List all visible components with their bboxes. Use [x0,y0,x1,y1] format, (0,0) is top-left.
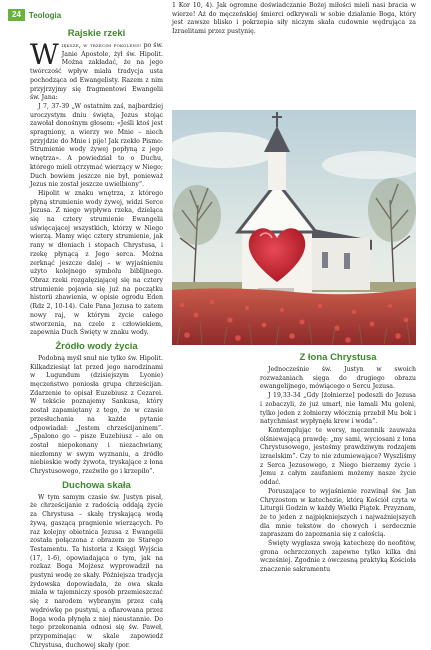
chapel-side-wall [308,238,370,290]
heading-duchowa-skala: Duchowa skała [62,479,131,491]
heading-zrodlo-wody-zycia: Źródło wody życia [55,340,138,352]
paragraph-hipolit: Hipolit w znaku wnętrza, z którego płyną strumienie wody żywej, widzi Serce Jezusa. Z niego wypływa rzeka, dzieląca się na cztery strumienie Ewangelii uświęcającej wszystkich, którzy w Niego wierzą. Mamy więc cztery strumienie, jak rany w dłoniach i stopach Chrystusa, i rzekę płynącą z Jego serca. Można zerknąć jeszcze dalej – w wyjaśnieniu użyto kolejnego symbolu biblijnego. Obraz rzeki rozgałęziającej się na cztery strumienie pojawia się już na początku historii zbawienia, w opisie ogrodu Eden (Rdz 2, 10-14). Całe Pana Jezusa to zatem nowy raj, w którym życie całego stworzenia, na czele z człowiekiem, zapewnia Duch Święty w znaku wody. [30,189,163,337]
cloud [172,132,277,168]
chapel-window [322,252,328,268]
paragraph-kontemplujac: Kontemplując te wersy, męczennik zauważa olśniewającą prawdę: „my sami, wyciosani z łona Chrystusowego, jesteśmy prawdziwym rodzajem izraelskim”. Czy to nie zdumiewające? Wyszliśmy z Serca Jezusowego, z Niego bierzemy życie i Jemu z całym zaufaniem możemy nasze życie oddać. [260,426,416,487]
tree-left-canopy [173,185,221,245]
steeple [268,150,286,190]
column-right-top [172,2,416,37]
intro-rest: po św. Janie Apostole, żył św. Hipolit. Można zakładać, że na jego twórczość wpływ miała tradycja usta pochodząca od Ewangelisty. Razem z nim przyjrzyjmy się fragmentowi Ewangelii św. Jana: [30,42,163,102]
page-number: 24 [8,9,25,21]
column-left [30,25,163,650]
heading-z-lona-chrystusa: Z łona Chrystusa [299,352,377,363]
paragraph-neofici: Święty wygłasza swoją katechezę do neofitów, grona ochrzczonych zapewne tylko kilka dni wcześniej. Zgodnie z ówczesną praktyką Kościoła znaczenie sakramentu [260,540,416,574]
page-header [8,9,61,21]
paragraph-justyn: W tym samym czasie św. Justyn pisał, że chrześcijanie z radością oddają życie za Chrystusa – skałę tryskającą wodą żywą, gaszącą pragnienie wierzących. Po raz kolejny obietnica Jezusa z Ewangelii została połączona z obrazem ze Starego Testamentu. Ta historia z Księgi Wyjścia (17, 1-6), opowiadająca o tym, jak na rozkaz Boga Mojżesz wyprowadził na pustyni wodę ze skały. Późniejsza tradycja żydowska dopowiadała, że owa skała miała w tajemniczy sposób przemieszczać się z narodem wybranym przez całą wędrówkę po pustyni, a ofiarowana przez Boga woda płynęła z niej nieustannie. Do tego przekonania odnosi się św. Paweł, przypominając w skale zapowiedź Chrystusa, duchowej skały (por. [30,493,163,649]
paragraph-sankus: Podobną myśl snuł nie tylko św. Hipolit. Kilkadziesiąt lat przed jego narodzinami w Lugundum (dzisiejszym Lyonie) męczeństwo poniosła grupa chrześcijan. Zdarzenie to opisał Euzebiusz z Cezarei. W tekście poznajemy Sankusa, który został zapamiętany z tego, że w czasie przesłuchania na każde pytanie odpowiadał: „Jestem chrześcijaninem”. „Spalono go – pisze Euzebiusz – ale on został niepokonany i niezachwiany, niezłomny w swym wyznaniu, a źródło niebieskie wody żywota, tryskające z łona Chrystusowego, rzeźwiło go i krzepiło”. [30,354,163,476]
column-right-bottom [260,349,416,575]
section-title: Teologia [28,10,62,20]
tree-right-canopy [368,178,416,242]
cross-horizontal [272,116,282,118]
paragraph-quote-john7: J 7, 37-39 „W ostatnim zaś, najbardziej uroczystym dniu święta, Jezus stojąc zawołał donośnym głosem: «Jeśli ktoś jest spragniony, a wierzy we Mnie – niech przyjdzie do Mnie i pije! Jak rzekło Pismo: Strumienie wody żywej popłyną z jego wnętrza». A powiedział to o Duchu, którego mieli otrzymać wierzący w Niego; Duch bowiem jeszcze nie był, ponieważ Jezus nie został jeszcze uwielbiony”. [30,102,163,189]
intro-lead: iększe, w trzecim pokoleniu [61,42,142,49]
paragraph-continuation: 1 Kor 10, 4). Jak ogromne doświadczanie Bożej miłości mieli nasi bracia w wierze! Aż do męczeńskiej śmierci odkrywali w sobie działanie Boga, który jest zawsze blisko i pokrzepia siły niczym skała cudownie wędrująca za Izraelitami przez pustynię. [172,2,416,36]
heading-rajskie-rzeki: Rajskie rzeki [67,28,126,39]
chapel-window [344,253,350,269]
drop-cap: W [30,42,59,71]
paragraph-chryzostom: Poruszające to wyjaśnienie rozwinął św. Jan Chryzostom w katechezie, którą Kościół czyta w Liturgii Godzin w każdy Wielki Piątek. Przyznam, że to jeden z najpiękniejszych i najważniejszych dla mnie tekstów do chowych i serdecznie zapraszam do zapoznania się z całością. [260,487,416,539]
chapel-heart-photo [172,110,416,345]
paragraph-justyn-serce: Jednocześnie św. Justyn w swoich rozważaniach sięga do drugiego obrazu ewangelijnego, mówiącego o Sercu Jezusa. [260,366,416,391]
paragraph-quote-john19: J 19,33-34 „Gdy [żołnierze] podeszli do Jezusa i zobaczyli, że już umarł, nie łamali Mu goleni, tylko jeden z żołnierzy włócznią przebił Mu bok i natychmiast wypłynęła krew i woda”. [260,392,416,426]
cross-vertical [276,112,278,127]
intro-paragraph [30,42,163,103]
